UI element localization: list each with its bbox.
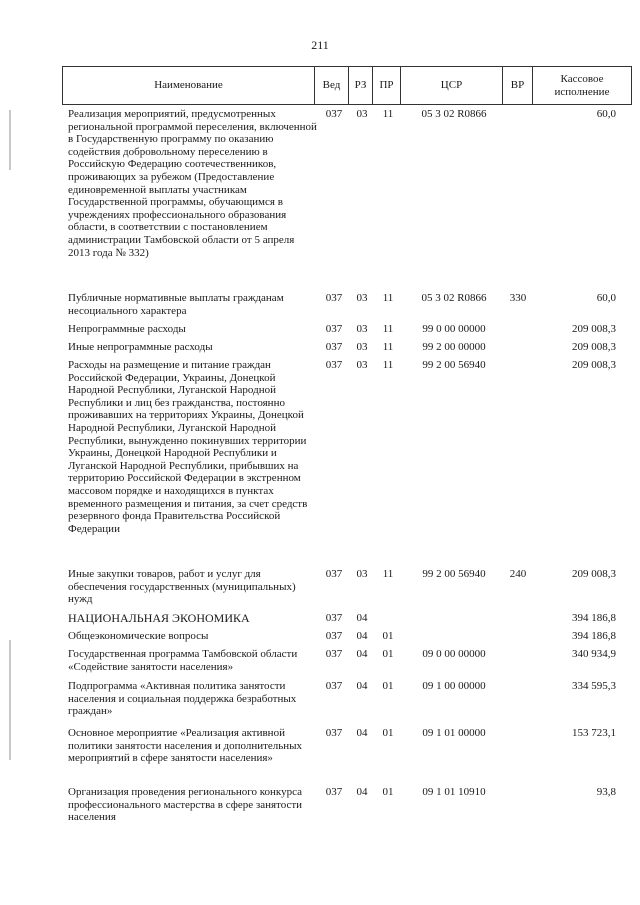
- row-sum: 394 186,8: [572, 630, 616, 642]
- row-name: Реализация мероприятий, предусмотренных региональной программой переселения, включенной в Государственную программу по оказанию содействия добровольному переселению в Российскую Федерацию соотечественников, проживающих за рубежом (Предоставление единовременной выплаты участникам Государственной программы, обучающимся в учреждениях профессионального образования области, в соответствии с постановлением администрации Тамбовской области от 5 апреля 2013 года № 332): [68, 108, 317, 259]
- row-pr: 01: [382, 680, 394, 692]
- row-pr: 01: [382, 786, 394, 798]
- row-rz: 04: [356, 648, 368, 660]
- scan-margin-mark: [9, 110, 11, 170]
- row-name: Расходы на размещение и питание граждан Российской Федерации, Украины, Донецкой Народной Республики, Луганской Народной Республики и лиц без гражданства, постоянно проживавших на территориях Украины, Донецкой Народной Республики, Луганской Народной Республики, вынужденно покинувших территории Украины, Донецкой Народной Республики и Луганской Народной Республики, прибывших на территорию Российской Федерации в экстренном массовом порядке и находящихся в пунктах временного размещения и питания, за счет средств резервного фонда Правительства Российской Федерации: [68, 359, 308, 535]
- row-pr: 11: [382, 568, 394, 580]
- row-name: Публичные нормативные выплаты гражданам несоциального характера: [68, 292, 284, 317]
- row-ved: 037: [325, 359, 343, 371]
- row-csr: 09 1 01 10910: [422, 786, 486, 798]
- header-csr: ЦСР: [401, 67, 503, 104]
- row-name: Государственная программа Тамбовской области «Содействие занятости населения»: [68, 648, 298, 673]
- row-csr: 99 2 00 56940: [422, 568, 486, 580]
- row-name: Общеэкономические вопросы: [68, 630, 209, 642]
- scan-margin-mark: [9, 640, 11, 760]
- row-name: Основное мероприятие «Реализация активной политики занятости населения и дополнительных мероприятий в сфере занятости населения»: [68, 727, 303, 765]
- row-sum: 209 008,3: [572, 341, 616, 353]
- row-sum: 60,0: [596, 292, 616, 304]
- row-ved: 037: [325, 680, 343, 692]
- row-rz: 04: [356, 727, 368, 739]
- row-rz: 03: [356, 292, 368, 304]
- row-sum: 394 186,8: [572, 612, 616, 624]
- row-rz: 04: [356, 786, 368, 798]
- row-rz: 03: [356, 323, 368, 335]
- row-csr: 09 0 00 00000: [422, 648, 486, 660]
- row-rz: 03: [356, 341, 368, 353]
- row-rz: 03: [356, 108, 368, 120]
- row-ved: 037: [325, 727, 343, 739]
- row-rz: 04: [356, 630, 368, 642]
- row-csr: 99 2 00 00000: [422, 341, 486, 353]
- row-name: Непрограммные расходы: [68, 323, 186, 335]
- header-rz: РЗ: [349, 67, 373, 104]
- page-number: 211: [311, 38, 329, 52]
- row-ved: 037: [325, 108, 343, 120]
- row-sum: 209 008,3: [572, 568, 616, 580]
- header-sum: Кассовое исполнение: [554, 72, 610, 98]
- row-pr: 11: [382, 359, 394, 371]
- row-sum: 209 008,3: [572, 359, 616, 371]
- row-pr: 01: [382, 727, 394, 739]
- row-name: Подпрограмма «Активная политика занятости населения и социальная поддержка безработных граждан»: [68, 680, 297, 718]
- row-pr: 11: [382, 341, 394, 353]
- row-rz: 04: [356, 612, 368, 624]
- row-ved: 037: [325, 568, 343, 580]
- header-name: Наименование: [63, 67, 315, 104]
- row-ved: 037: [325, 612, 343, 624]
- row-csr: 05 3 02 R0866: [421, 292, 487, 304]
- row-vr: 240: [509, 568, 527, 580]
- row-ved: 037: [325, 630, 343, 642]
- row-ved: 037: [325, 786, 343, 798]
- row-ved: 037: [325, 323, 343, 335]
- row-csr: 09 1 01 00000: [422, 727, 486, 739]
- row-sum: 93,8: [596, 786, 616, 798]
- row-ved: 037: [325, 648, 343, 660]
- row-ved: 037: [325, 292, 343, 304]
- row-rz: 03: [356, 568, 368, 580]
- row-sum: 60,0: [596, 108, 616, 120]
- row-name: Иные непрограммные расходы: [68, 341, 213, 353]
- row-pr: 01: [382, 648, 394, 660]
- row-sum: 209 008,3: [572, 323, 616, 335]
- row-pr: 01: [382, 630, 394, 642]
- row-rz: 04: [356, 680, 368, 692]
- row-csr: 99 0 00 00000: [422, 323, 486, 335]
- row-sum: 153 723,1: [572, 727, 616, 739]
- row-csr: 09 1 00 00000: [422, 680, 486, 692]
- row-name: Иные закупки товаров, работ и услуг для обеспечения государственных (муниципальных) нужд: [68, 568, 296, 606]
- row-ved: 037: [325, 341, 343, 353]
- row-pr: 11: [382, 292, 394, 304]
- header-vr: ВР: [503, 67, 533, 104]
- row-csr: 99 2 00 56940: [422, 359, 486, 371]
- header-ved: Вед: [315, 67, 349, 104]
- table-header: [62, 66, 632, 105]
- row-vr: 330: [509, 292, 527, 304]
- row-csr: 05 3 02 R0866: [421, 108, 487, 120]
- row-pr: 11: [382, 323, 394, 335]
- row-name: НАЦИОНАЛЬНАЯ ЭКОНОМИКА: [68, 611, 250, 625]
- row-name: Организация проведения регионального конкурса профессионального мастерства в сфере занятости населения: [68, 786, 303, 824]
- row-pr: 11: [382, 108, 394, 120]
- row-rz: 03: [356, 359, 368, 371]
- header-pr: ПР: [373, 67, 401, 104]
- row-sum: 334 595,3: [572, 680, 616, 692]
- row-sum: 340 934,9: [572, 648, 616, 660]
